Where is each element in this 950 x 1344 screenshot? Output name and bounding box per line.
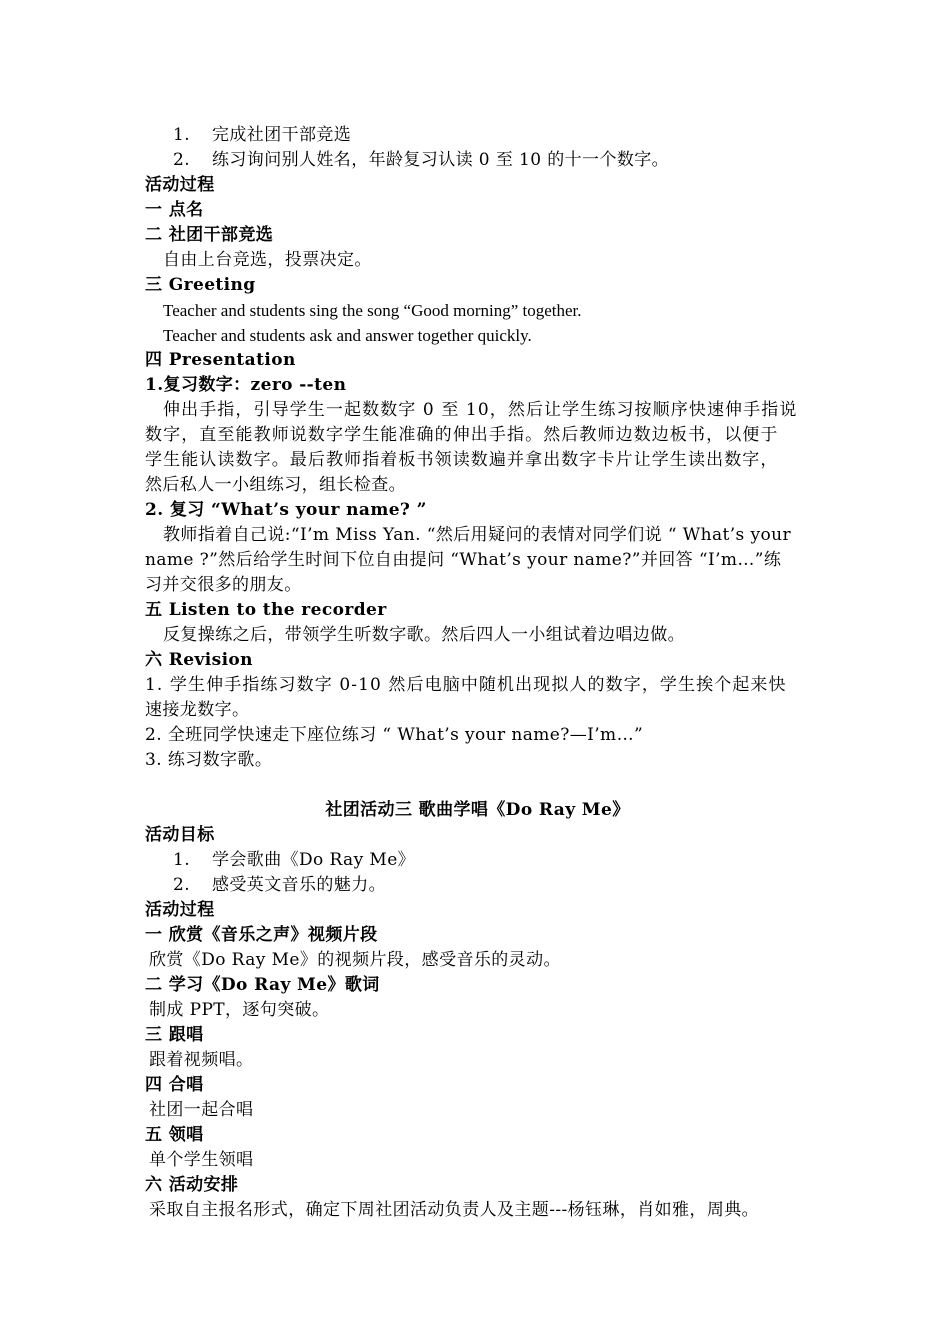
step-text: 欣赏《Do Ray Me》的视频片段，感受音乐的灵动。 (149, 950, 561, 970)
step-heading: 六 活动安排 (145, 1175, 239, 1195)
step-heading: 三 跟唱 (145, 1025, 204, 1045)
step-text: 反复操练之后，带领学生听数字歌。然后四人一小组试着边唱边做。 (163, 625, 685, 645)
step-text: 跟着视频唱。 (149, 1050, 254, 1070)
spacer (145, 773, 810, 798)
step-heading: 一 点名 (145, 200, 204, 220)
document-page (145, 123, 810, 1223)
process-heading: 活动过程 (145, 900, 215, 920)
step-text: Teacher and students sing the song “Good morning” together. (163, 301, 582, 320)
paragraph-line: 2. 全班同学快速走下座位练习 “ What’s your name?—I’m…” (145, 725, 644, 745)
sub-heading: 2. 复习 “What’s your name? ” (145, 500, 427, 520)
step-heading: 五 领唱 (145, 1125, 204, 1145)
step-heading: 二 社团干部竞选 (145, 225, 274, 245)
process-heading: 活动过程 (145, 175, 215, 195)
goal-text: 感受英文音乐的魅力。 (212, 875, 386, 895)
paragraph-line: 速接龙数字。 (145, 700, 250, 720)
goal-number: 1. (173, 125, 191, 145)
paragraph-line: 3. 练习数字歌。 (145, 750, 273, 770)
paragraph-line: 数字，直至能教师说数字学生能准确的伸出手指。然后教师边数边板书，以便于 (145, 425, 779, 445)
step-heading: 五 Listen to the recorder (145, 600, 387, 620)
goal-item (145, 848, 810, 873)
paragraph-line: 然后私人一小组练习，组长检查。 (145, 475, 406, 495)
goal-text: 练习询问别人姓名，年龄复习认读 0 至 10 的十一个数字。 (212, 150, 670, 170)
goal-item (145, 123, 810, 148)
step-heading: 四 Presentation (145, 350, 296, 370)
step-text: 制成 PPT，逐句突破。 (149, 1000, 330, 1020)
step-text: 社团一起合唱 (149, 1100, 254, 1120)
step-heading: 一 欣赏《音乐之声》视频片段 (145, 925, 378, 945)
goal-text: 完成社团干部竞选 (212, 125, 352, 145)
step-heading: 四 合唱 (145, 1075, 204, 1095)
goal-number: 1. (173, 850, 191, 870)
goal-item (145, 873, 810, 898)
goal-number: 2. (173, 150, 191, 170)
section-title: 社团活动三 歌曲学唱《Do Ray Me》 (325, 800, 630, 820)
step-text: Teacher and students ask and answer together quickly. (163, 326, 532, 345)
step-heading: 六 Revision (145, 650, 253, 670)
goal-number: 2. (173, 875, 191, 895)
paragraph-line: 学生能认读数字。最后教师指着板书领读数遍并拿出数字卡片让学生读出数字， (145, 450, 779, 470)
sub-heading: 1.复习数字：zero --ten (145, 375, 347, 395)
paragraph-line: 习并交很多的朋友。 (145, 575, 302, 595)
step-text: 采取自主报名形式，确定下周社团活动负责人及主题---杨钰琳，肖如雅，周典。 (149, 1200, 760, 1220)
goal-text: 学会歌曲《Do Ray Me》 (212, 850, 416, 870)
goal-item (145, 148, 810, 173)
paragraph-line: 伸出手指，引导学生一起数数字 0 至 10，然后让学生练习按顺序快速伸手指说 (163, 400, 798, 420)
step-text: 自由上台竞选，投票决定。 (163, 250, 372, 270)
goals-heading: 活动目标 (145, 825, 215, 845)
step-heading: 三 Greeting (145, 275, 256, 295)
paragraph-line: 教师指着自己说:“I’m Miss Yan. “然后用疑问的表情对同学们说 “ What’s your (163, 525, 791, 545)
step-text: 单个学生领唱 (149, 1150, 254, 1170)
paragraph-line: 1. 学生伸手指练习数字 0-10 然后电脑中随机出现拟人的数字，学生挨个起来快 (145, 675, 787, 695)
step-heading: 二 学习《Do Ray Me》歌词 (145, 975, 380, 995)
paragraph-line: name ?”然后给学生时间下位自由提问 “What’s your name?”并回答 “I’m…”练 (145, 550, 782, 570)
